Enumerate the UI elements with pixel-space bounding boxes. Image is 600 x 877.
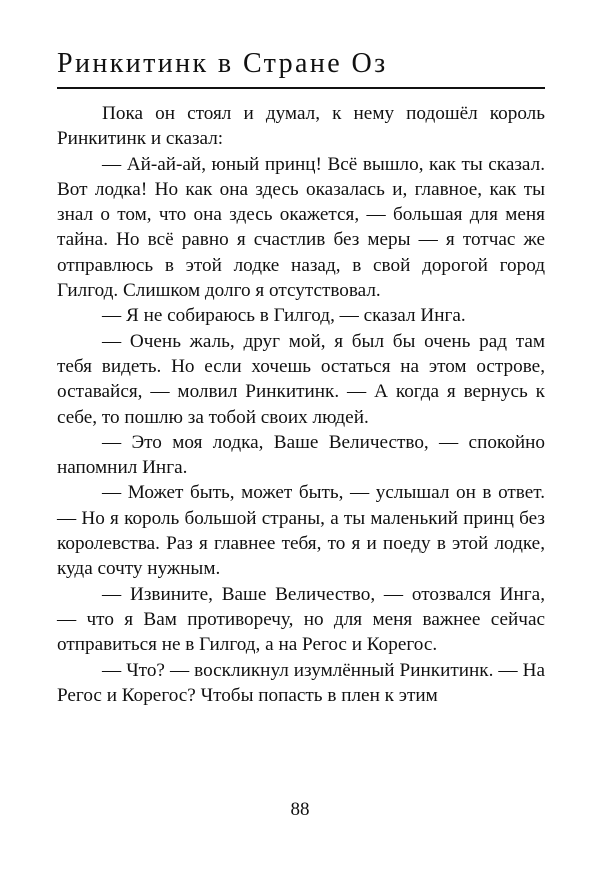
paragraph: — Ай-ай-ай, юный принц! Всё вышло, как ты сказал. Вот лодка! Но как она здесь оказалась и, главное, как ты знал о том, что она здесь окажется, — большая для меня тайна. Но всё равно я счастлив без меры — я тотчас же отправлюсь в этой лодке назад, в свой дорогой город Гилгод. Слишком долго я отсутствовал. <box>57 153 545 302</box>
body-text <box>57 101 545 708</box>
paragraph: Пока он стоял и думал, к нему подошёл король Ринкитинк и сказал: <box>57 103 545 150</box>
header-rule <box>57 87 545 89</box>
page-number: 88 <box>290 799 310 820</box>
paragraph: — Что? — воскликнул изумлённый Ринкитинк. — На Регос и Корегос? Чтобы попасть в плен к этим <box>57 659 545 706</box>
paragraph: — Это моя лодка, Ваше Величество, — спокойно напомнил Инга. <box>57 431 545 479</box>
paragraph: — Извините, Ваше Величество, — отозвался Инга, — что я Вам противоречу, но для меня важнее сейчас отправиться не в Гилгод, а на Регос и Корегос. <box>57 583 545 656</box>
paragraph: — Я не собираюсь в Гилгод, — сказал Инга. <box>102 305 466 327</box>
paragraph: — Может быть, может быть, — услышал он в ответ. — Но я король большой страны, а ты маленький принц без королевства. Раз я главнее тебя, то я и поеду в этой лодке, куда сочту нужным. <box>57 482 545 580</box>
paragraph: — Очень жаль, друг мой, я был бы очень рад там тебя видеть. Но если хочешь остаться на этом острове, оставайся, — молвил Ринкитинк. — А когда я вернусь к себе, то пошлю за тобой своих людей. <box>57 330 545 428</box>
running-head: Ринкитинк в Стране Оз <box>57 48 388 79</box>
